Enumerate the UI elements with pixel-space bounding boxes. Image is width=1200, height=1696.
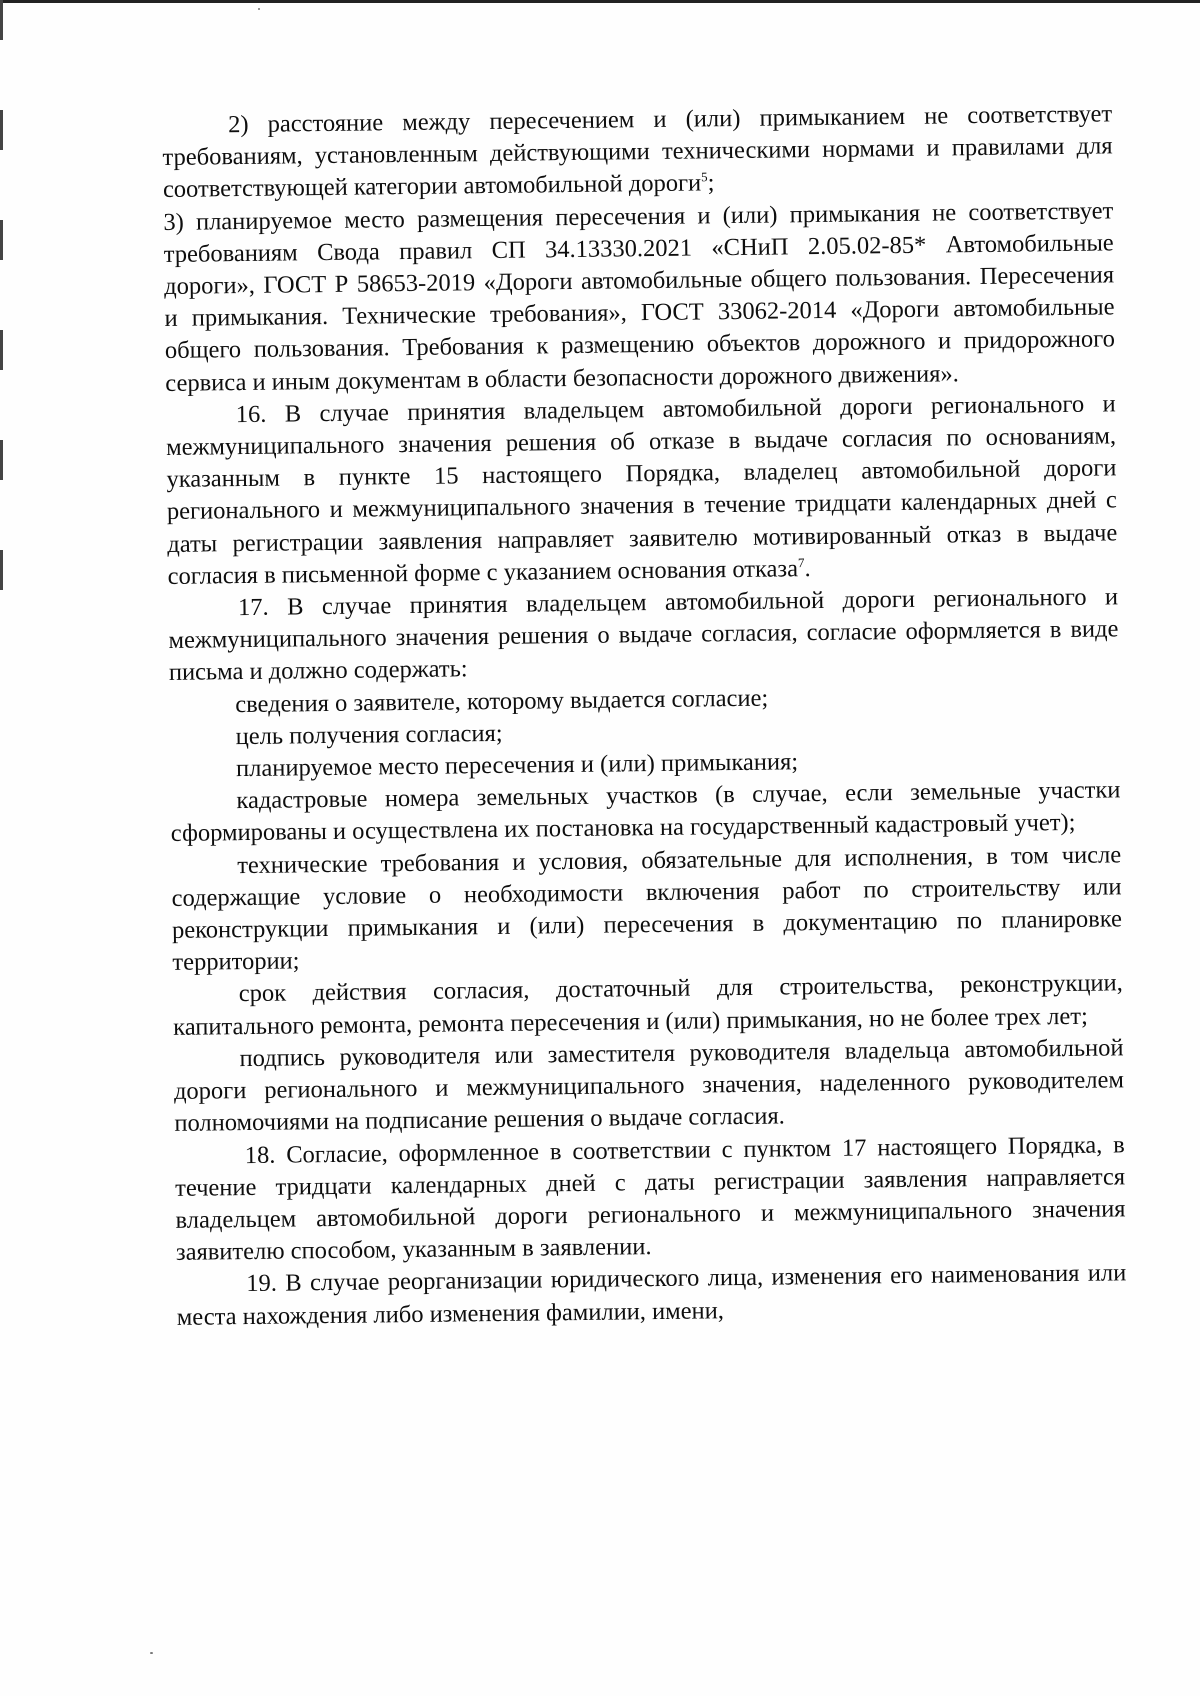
footnote-ref-7: 7 <box>797 554 805 570</box>
list-item-location: планируемое место пересечения и (или) примыкания; <box>235 748 799 783</box>
paragraph-16: 16. В случае принятия владельцем автомобильной дороги регионального и межмуниципального значения решения об отказе в выдаче согласия по основаниям, указанным в пункте 15 настоящего Порядка, владелец автомобильной дороги регионального и межмуниципального значения в течение тридцати календарных дней с даты регистрации заявления направляет заявителю мотивированный отказ в выдаче согласия в письменной форме с указанием основания отказа$^7$. <box>165 390 1118 590</box>
scan-edge-left <box>0 0 3 620</box>
scan-speck <box>150 1652 153 1654</box>
document-body <box>162 98 1127 1333</box>
paragraph-19: 19. В случае реорганизации юридического лица, изменения его наименования или места нахождения либо изменения фамилии, имени, <box>176 1259 1127 1331</box>
scan-edge-top <box>0 0 1200 3</box>
scan-speck <box>258 8 260 10</box>
list-item-applicant-info: сведения о заявителе, которому выдается согласие; <box>235 684 769 718</box>
paragraph-item-2: 2) расстояние между пересечением и (или) примыканием не соответствует требованиям, установленным действующими техническими нормами и правилами для соответствующей категории автомобильной дороги$^5$; <box>162 100 1113 204</box>
footnote-ref-5: 5 <box>701 169 708 185</box>
paragraph-17: 17. В случае принятия владельцем автомобильной дороги регионального и межмуниципального значения решения о выдаче согласия, согласие оформляется в виде письма и должно содержать: <box>168 583 1119 687</box>
paragraph-item-3: 3) планируемое место размещения пересечения и (или) примыкания не соответствует требованиям Свода правил СП 34.13330.2021 «СНиП 2.05.02-85* Автомобильные дороги», ГОСТ Р 58653-2019 «Дороги автомобильные общего пользования. Пересечения и примыкания. Технические требования», ГОСТ 33062-2014 «Дороги автомобильные общего пользования. Требования к размещению объектов дорожного и придорожного сервиса и иным документам в области безопасности дорожного движения». <box>163 196 1116 397</box>
paragraph-18: 18. Согласие, оформленное в соответствии с пунктом 17 настоящего Порядка, в течение тридцати календарных дней с даты регистрации заявления направляется владельцем автомобильной дороги регионального и межмуниципального значения заявителю способом, указанным в заявлении. <box>175 1130 1126 1267</box>
list-item-validity-period: срок действия согласия, достаточный для строительства, реконструкции, капитального ремонта, ремонта пересечения и (или) примыкания, но не более трех лет; <box>173 969 1123 1041</box>
list-item-cadastral-numbers: кадастровые номера земельных участков (в случае, если земельные участки сформированы и осуществлена их постановка на государственный кадастровый учет); <box>170 776 1121 848</box>
list-item-purpose: цель получения согласия; <box>235 719 503 751</box>
list-item-technical-requirements: технические требования и условия, обязательные для исполнения, в том числе содержащие условие о необходимости включения работ по строительству или реконструкции примыкания и (или) пересечения в документацию по планировке территории; <box>171 841 1123 977</box>
list-item-signature: подпись руководителя или заместителя руководителя владельца автомобильной дороги регионального и межмуниципального значения, наделенного руководителем полномочиями на подписание решения о выдаче согласия. <box>173 1034 1125 1138</box>
